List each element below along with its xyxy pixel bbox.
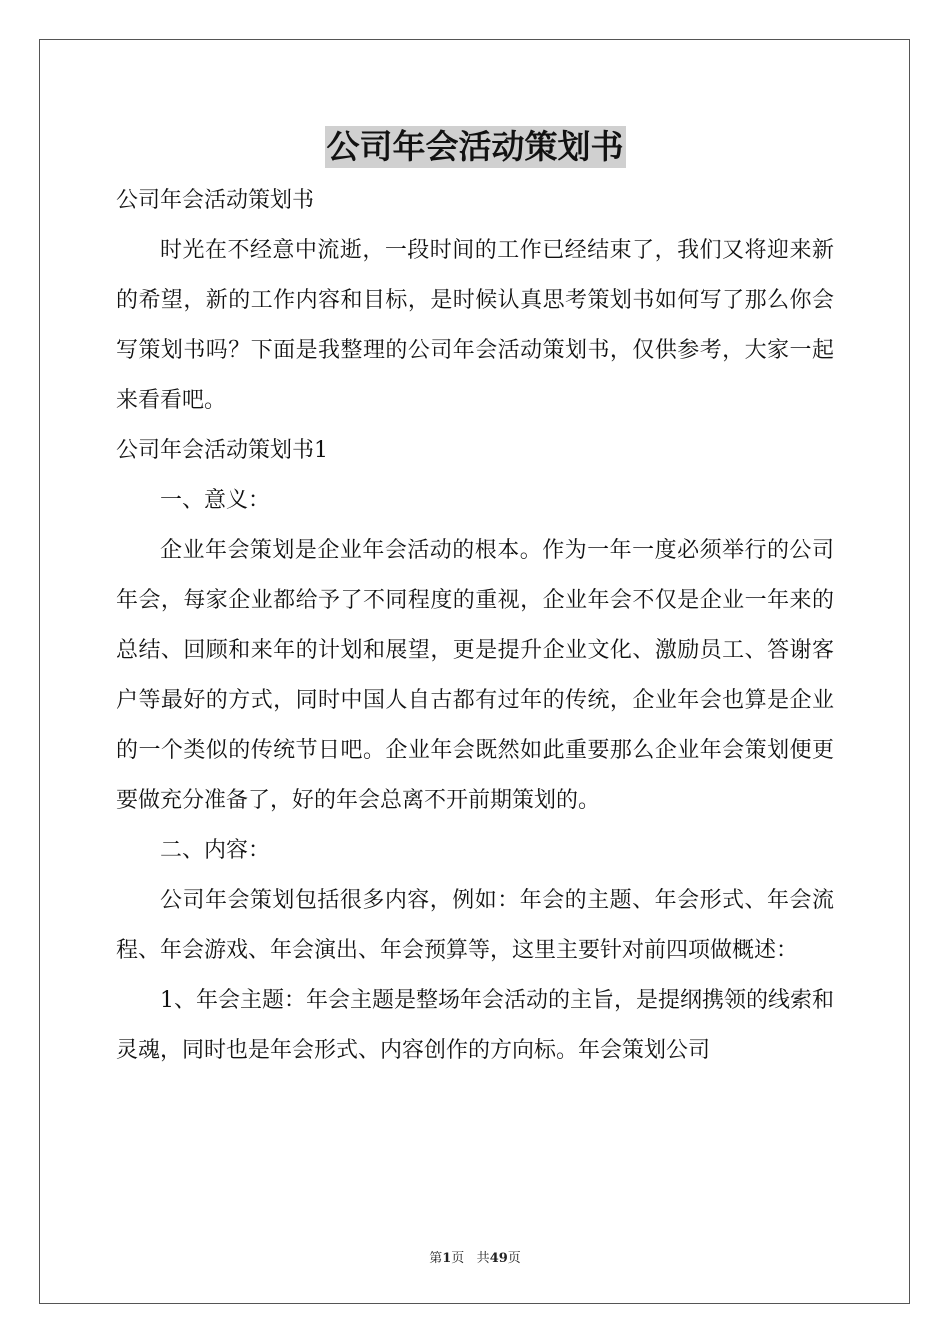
document-subtitle: 公司年会活动策划书 xyxy=(116,188,315,213)
page-footer xyxy=(0,1247,950,1266)
meaning-heading: 一、意义： xyxy=(160,488,271,513)
document-title: 公司年会活动策划书 xyxy=(326,127,624,166)
page-number: 1 xyxy=(442,1251,452,1266)
content-paragraph: 公司年会策划包括很多内容，例如：年会的主题、年会形式、年会流程、年会游戏、年会演出、年会预算等，这里主要针对前四项做概述： xyxy=(116,888,834,963)
document-body xyxy=(116,176,834,1076)
page-prefix: 第 xyxy=(429,1251,443,1266)
meaning-paragraph: 企业年会策划是企业年会活动的根本。作为一年一度必须举行的公司年会，每家企业都给予了不同程度的重视，企业年会不仅是企业一年来的总结、回顾和来年的计划和展望，更是提升企业文化、激励员工、答谢客户等最好的方式，同时中国人自古都有过年的传统，企业年会也算是企业的一个类似的传统节日吧。企业年会既然如此重要那么企业年会策划便更要做充分准备了，好的年会总离不开前期策划的。 xyxy=(116,538,834,813)
content-heading: 二、内容： xyxy=(160,838,271,863)
total-suffix: 页 xyxy=(507,1251,521,1266)
total-pages: 49 xyxy=(489,1251,508,1266)
title-container xyxy=(0,126,950,168)
intro-paragraph: 时光在不经意中流逝，一段时间的工作已经结束了，我们又将迎来新的希望，新的工作内容和目标，是时候认真思考策划书如何写了那么你会写策划书吗？下面是我整理的公司年会活动策划书，仅供参考，大家一起来看看吧。 xyxy=(116,238,834,413)
theme-paragraph: 1、年会主题：年会主题是整场年会活动的主旨，是提纲携领的线索和灵魂，同时也是年会形式、内容创作的方向标。年会策划公司 xyxy=(116,988,834,1063)
section-title: 公司年会活动策划书1 xyxy=(116,438,328,463)
total-prefix: 共 xyxy=(476,1251,490,1266)
page-suffix: 页 xyxy=(451,1251,465,1266)
